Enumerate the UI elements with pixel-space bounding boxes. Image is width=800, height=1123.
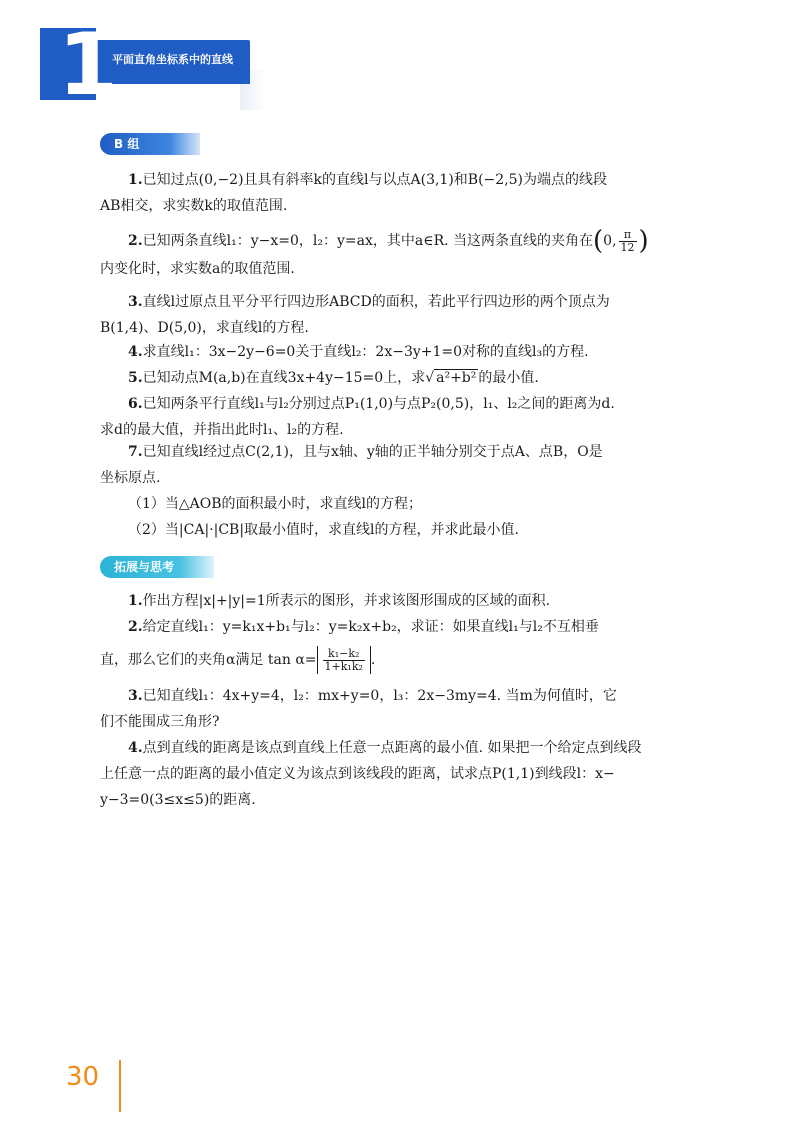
exercise-t4: [100, 735, 712, 813]
exercise-text: 作出方程|x|+|y|=1所表示的图形，并求该图形围成的区域的面积.: [142, 593, 551, 609]
section-label-extension: 拓展与思考: [100, 556, 214, 578]
chapter-title: 平面直角坐标系中的直线: [112, 53, 233, 66]
exercise-number: 3.: [128, 294, 143, 310]
exercise-number: 6.: [128, 396, 143, 412]
exercise-number: 3.: [128, 688, 143, 704]
exercise-number: 1.: [128, 593, 143, 609]
open-paren: (: [593, 226, 604, 256]
exercise-text: 给定直线l₁：y=k₁x+b₁与l₂：y=k₂x+b₂，求证：如果直线l₁与l₂不互相垂: [142, 619, 599, 635]
exercise-text: 求d的最大值，并指出此时l₁、l₂的方程.: [100, 422, 344, 438]
exercise-b5: [100, 365, 712, 391]
exercise-text: 已知过点(0,−2)且具有斜率k的直线l与以点A(3,1)和B(−2,5)为端点的线段: [142, 172, 608, 188]
close-paren: ): [638, 226, 649, 256]
exercise-number: 4.: [128, 344, 143, 360]
exercise-text: 求直线l₁：3x−2y−6=0关于直线l₂：2x−3y+1=0对称的直线l₃的方程.: [142, 344, 589, 360]
exercise-text: AB相交，求实数k的取值范围.: [100, 198, 288, 214]
sqrt-radicand: a²+b²: [436, 370, 477, 386]
page-number-rule: [119, 1060, 121, 1112]
exercise-b4: [100, 339, 712, 365]
exercise-text: 已知直线l经过点C(2,1)，且与x轴、y轴的正半轴分别交于点A、点B，O是: [142, 444, 603, 460]
exercise-text: B(1,4)、D(5,0)，求直线l的方程.: [100, 320, 309, 336]
fraction-denominator: 12: [620, 240, 635, 254]
exercise-text: 已知两条直线l₁：y−x=0，l₂：y=ax，其中a∈R. 当这两条直线的夹角在: [142, 233, 594, 249]
exercise-text: 直，那么它们的夹角α满足 tan α=: [100, 652, 317, 668]
exercise-text: y−3=0(3≤x≤5)的距离.: [100, 792, 256, 808]
exercise-b1: [100, 167, 712, 219]
exercise-t2: [100, 614, 712, 674]
section-label-b: B 组: [100, 133, 200, 155]
exercise-text: 已知动点M(a,b)在直线3x+4y−15=0上，求: [142, 370, 426, 386]
exercise-number: 2.: [128, 619, 143, 635]
exercise-text: 的最小值.: [478, 370, 539, 386]
sub-question-2: （2）当|CA|·|CB|取最小值时，求直线l的方程，并求此最小值.: [128, 522, 519, 538]
exercise-number: 4.: [128, 740, 143, 756]
fraction-tan: [323, 648, 365, 673]
sub-question-1: （1）当△AOB的面积最小时，求直线l的方程；: [128, 496, 423, 512]
exercise-b6: [100, 391, 712, 443]
exercise-number: 1.: [128, 172, 143, 188]
exercise-b3: [100, 289, 712, 341]
exercise-text: 已知两条平行直线l₁与l₂分别过点P₁(1,0)与点P₂(0,5)，l₁、l₂之间的距离为d.: [142, 396, 615, 412]
exercise-text: 直线l过原点且平分平行四边形ABCD的面积，若此平行四边形的两个顶点为: [142, 294, 610, 310]
exercise-text: 们不能围成三角形?: [100, 714, 220, 730]
page-number: 30: [66, 1062, 100, 1092]
absolute-value: [317, 646, 371, 674]
fraction-numerator: k₁−k₂: [323, 648, 365, 661]
exercise-b2: [100, 228, 712, 282]
fraction-pi-12: [619, 229, 637, 254]
exercise-number: 5.: [128, 370, 143, 386]
exercise-text: 上任意一点的距离的最小值定义为该点到该线段的距离，试求点P(1,1)到线段l：x−: [100, 766, 615, 782]
interval-left: 0,: [603, 233, 617, 249]
exercise-t3: [100, 683, 712, 735]
exercise-text: 已知直线l₁：4x+y=4，l₂：mx+y=0，l₃：2x−3my=4. 当m为何值时，它: [142, 688, 617, 704]
exercise-b7: [100, 439, 712, 543]
chapter-number: 1: [58, 15, 114, 115]
exercise-text: 点到直线的距离是该点到直线上任意一点距离的最小值. 如果把一个给定点到线段: [142, 740, 642, 756]
exercise-text: 内变化时，求实数a的取值范围.: [100, 261, 295, 277]
exercise-number: 7.: [128, 444, 143, 460]
exercise-number: 2.: [128, 233, 143, 249]
exercise-t1: [100, 588, 712, 614]
sqrt-sign: √: [425, 370, 435, 386]
exercise-text: .: [370, 652, 376, 668]
fraction-denominator: 1+k₁k₂: [324, 659, 363, 673]
exercise-text: 坐标原点.: [100, 470, 161, 486]
fraction-numerator: π: [619, 229, 637, 242]
